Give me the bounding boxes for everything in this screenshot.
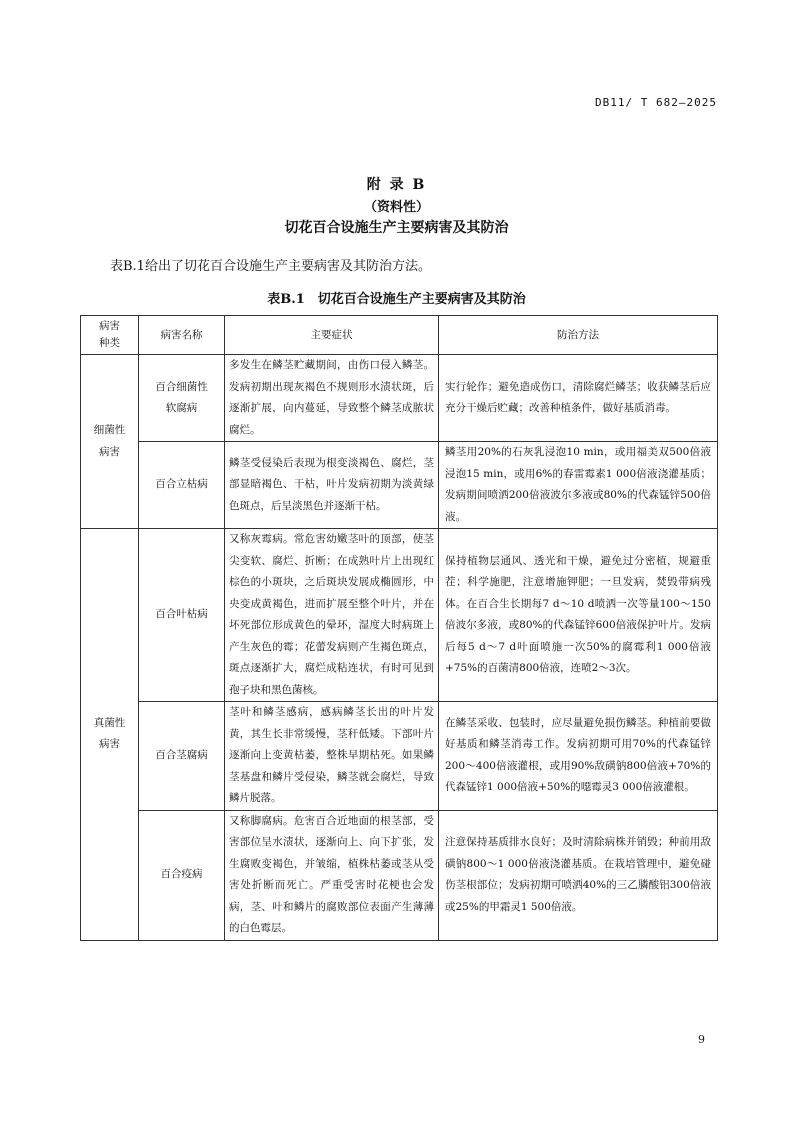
symptoms-cell: 鳞茎受侵染后表现为根变淡褐色、腐烂，茎部显暗褐色、干枯，叶片发病初期为淡黄绿色斑点，后呈淡黑色并逐渐干枯。 bbox=[225, 442, 439, 529]
control-cell: 注意保持基质排水良好；及时清除病株并销毁；种前用敌磺钠800～1 000倍液浇灌基质。在栽培管理中，避免碰伤茎根部位；发病初期可喷洒40%的三乙膦酸铝300倍液或25%的甲霜灵1 500倍液。 bbox=[439, 810, 718, 940]
symptoms-cell: 茎叶和鳞茎感病，感病鳞茎长出的叶片发黄，其生长非常缓慢，茎秆低矮。下部叶片逐渐向上变黄枯萎，整株早期枯死。如果鳞茎基盘和鳞片受侵染，鳞茎就会腐烂，导致鳞片脱落。 bbox=[225, 702, 439, 811]
appendix-type: （资料性） bbox=[363, 200, 429, 215]
header-category: 病害 种类 bbox=[81, 316, 139, 355]
table-header-row bbox=[81, 316, 718, 355]
table-caption: 表B.1 切花百合设施生产主要病害及其防治 bbox=[267, 292, 526, 307]
disease-table bbox=[80, 315, 718, 941]
symptoms-cell: 又称脚腐病。危害百合近地面的根茎部，受害部位呈水渍状，逐渐向上、向下扩张，发生腐败变褐色，并皱缩，植株枯萎或茎从受害处折断而死亡。严重受害时花梗也会发病，茎、叶和鳞片的腐败部位表面产生薄薄的白色霉层。 bbox=[225, 810, 439, 940]
table-row bbox=[81, 442, 718, 529]
control-cell: 鳞茎用20%的石灰乳浸泡10 min，或用福美双500倍液浸泡15 min，或用6%的春雷霉素1 000倍液浇灌基质；发病期间喷洒200倍液波尔多液或80%的代森锰锌500倍液。 bbox=[439, 442, 718, 529]
disease-name-cell: 百合疫病 bbox=[139, 810, 225, 940]
control-cell: 实行轮作；避免造成伤口，清除腐烂鳞茎；收获鳞茎后应充分干燥后贮藏；改善种植条件，做好基质消毒。 bbox=[439, 355, 718, 442]
table-row bbox=[81, 529, 718, 702]
appendix-label: 附 录 B bbox=[366, 177, 427, 193]
control-cell: 在鳞茎采收、包装时，应尽量避免损伤鳞茎。种植前要做好基质和鳞茎消毒工作。发病初期可用70%的代森锰锌200～400倍液灌根，或用90%敌磺钠800倍液+70%的代森锰锌1 000倍液+50%的噁霉灵3 000倍液灌根。 bbox=[439, 702, 718, 811]
header-control: 防治方法 bbox=[439, 316, 718, 355]
disease-name-cell: 百合叶枯病 bbox=[139, 529, 225, 702]
table-row bbox=[81, 702, 718, 811]
appendix-title: 切花百合设施生产主要病害及其防治 bbox=[284, 220, 509, 236]
category-cell: 真菌性 病害 bbox=[81, 529, 139, 941]
header-symptoms: 主要症状 bbox=[225, 316, 439, 355]
disease-name-cell: 百合立枯病 bbox=[139, 442, 225, 529]
disease-name-cell: 百合茎腐病 bbox=[139, 702, 225, 811]
disease-name-cell: 百合细菌性 软腐病 bbox=[139, 355, 225, 442]
table-row bbox=[81, 355, 718, 442]
symptoms-cell: 又称灰霉病。常危害幼嫩茎叶的顶部，使茎尖变软、腐烂、折断；在成熟叶片上出现红棕色的小斑块，之后斑块发展成椭圆形，中央变成黄褐色，进而扩展至整个叶片，并在坏死部位形成黄色的晕环，湿度大时病斑上产生灰色的霉；花蕾发病则产生褐色斑点，斑点逐渐扩大，腐烂成粘连状，有时可见到孢子块和黑色菌核。 bbox=[225, 529, 439, 702]
intro-paragraph: 表B.1给出了切花百合设施生产主要病害及其防治方法。 bbox=[110, 259, 431, 274]
category-cell: 细菌性 病害 bbox=[81, 355, 139, 529]
symptoms-cell: 多发生在鳞茎贮藏期间，由伤口侵入鳞茎。发病初期出现灰褐色不规则形水渍状斑，后逐渐扩展，向内蔓延，导致整个鳞茎成脓状腐烂。 bbox=[225, 355, 439, 442]
document-code: DB11/ T 682—2025 bbox=[595, 96, 717, 109]
header-disease-name: 病害名称 bbox=[139, 316, 225, 355]
table-row bbox=[81, 810, 718, 940]
page-number: 9 bbox=[698, 1033, 705, 1046]
control-cell: 保持植物层通风、透光和干燥，避免过分密植，规避重茬；科学施肥，注意增施钾肥；一旦发病，焚毁带病残体。在百合生长期每7 d～10 d喷洒一次等量100～150倍波尔多液，或80%的代森锰锌600倍液保护叶片。发病后每5 d～7 d叶面喷施一次50%的腐霉利1 000倍液+75%的百菌清800倍液，连喷2～3次。 bbox=[439, 529, 718, 702]
